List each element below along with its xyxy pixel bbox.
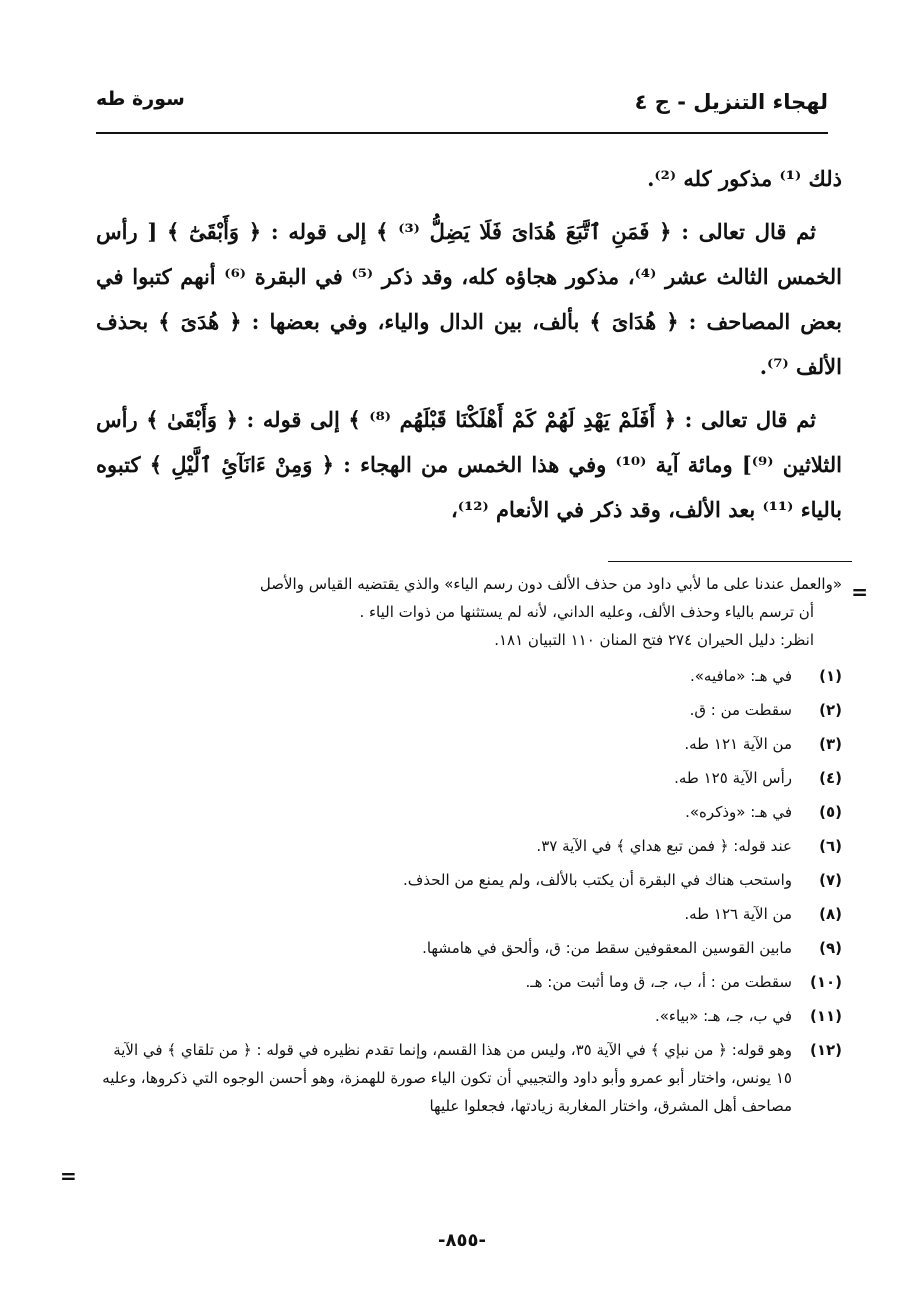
footnote-text: سقطت من : أ، ب، جـ، ق وما أثبت من: هـ. <box>525 973 792 991</box>
surah-name: سورة طه <box>96 88 185 110</box>
footnote-number: (١) <box>819 667 842 685</box>
footnote-text: مابين القوسين المعقوفين سقط من: ق، وألحق في هامشها. <box>422 939 792 957</box>
footnote-continuation-line: انظر: دليل الحيران ٢٧٤ فتح المنان ١١٠ التبيان ١٨١. <box>494 631 814 649</box>
footnote-number: (١١) <box>809 1007 842 1025</box>
footnote-text: في هـ: «وذكره». <box>685 803 792 821</box>
footnote-number: (٦) <box>819 837 842 855</box>
footnote-item <box>96 764 842 792</box>
footnote-separator <box>608 561 852 562</box>
footnote-text: وهو قوله: ﴿ من نبإي ﴾ في الآية ٣٥، وليس من هذا القسم، وإنما تقدم نظيره في قوله : ﴿ من تلقاي ﴾ في الآية ١٥ يونس، واختار أبو عمرو وأبو داود والتجيبي أن تكون الياء صورة للهمزة، وهو أحسن الوجوه التي ذكروها، وعليه مصاحف أهل المشرق، واختار المغاربة زيادتها، فجعلوا عليها <box>102 1041 792 1115</box>
footnote-number: (٧) <box>819 871 842 889</box>
footnote-continuation <box>96 570 842 654</box>
footnote-item <box>96 934 842 962</box>
footnote-item <box>96 1002 842 1030</box>
paragraph-2: ثم قال تعالى : ﴿ فَمَنِ ٱتَّبَعَ هُدَاىَ فَلَا يَضِلُّ ⁽³⁾ ﴾ إلى قوله : ﴿ وَأَبْقَىٰٓ ﴾ [ رأس الخمس الثالث عشر ⁽⁴⁾، مذكور هجاؤه كله، وقد ذكر ⁽⁵⁾ في البقرة ⁽⁶⁾ أنهم كتبوا في بعض المصاحف : ﴿ هُدَاىَ ﴾ بألف، بين الدال والياء، وفي بعضها : ﴿ هُدَىَ ﴾ بحذف الألف ⁽⁷⁾. <box>96 219 843 379</box>
footnote-text: في ب، جـ، هـ: «بياء». <box>654 1007 792 1025</box>
footnote-text: من الآية ١٢١ طه. <box>684 735 792 753</box>
paragraph-1: ذلك ⁽¹⁾ مذكور كله ⁽²⁾. <box>647 166 842 191</box>
footnote-text: رأس الآية ١٢٥ طه. <box>674 769 792 787</box>
page-number: -٨٥٥- <box>438 1230 486 1251</box>
main-text <box>96 156 842 540</box>
footnote-item <box>96 832 842 860</box>
footnote-item <box>96 730 842 758</box>
book-title: لهجاء التنزيل - ج ٤ <box>634 90 828 114</box>
footnote-number: (١٢) <box>809 1041 842 1059</box>
footnote-text: من الآية ١٢٦ طه. <box>684 905 792 923</box>
footnote-number: (٨) <box>819 905 842 923</box>
footnote-number: (٤) <box>819 769 842 787</box>
footnote-item <box>96 866 842 894</box>
footnote-continuation-line: أن ترسم بالياء وحذف الألف، وعليه الداني، لأنه لم يستثنها من ذوات الياء . <box>359 603 814 621</box>
footnote-text: عند قوله: ﴿ فمن تبع هداي ﴾ في الآية ٣٧. <box>536 837 792 855</box>
footnote-item <box>96 1036 842 1120</box>
continuation-mark-bottom: = <box>60 1164 77 1188</box>
footnote-item <box>96 696 842 724</box>
footnote-item <box>96 662 842 690</box>
footnote-continuation-line: «والعمل عندنا على ما لأبي داود من حذف الألف دون رسم الياء» والذي يقتضيه القياس والأصل <box>259 575 842 593</box>
footnote-text: في هـ: «مافيه». <box>689 667 792 685</box>
footnote-list <box>96 662 842 1120</box>
footnote-number: (٩) <box>819 939 842 957</box>
footnote-number: (٥) <box>819 803 842 821</box>
page-header <box>96 84 828 134</box>
continuation-mark-top: = <box>851 580 868 604</box>
footnote-number: (٢) <box>819 701 842 719</box>
footnotes <box>96 570 842 1126</box>
footnote-text: سقطت من : ق. <box>689 701 792 719</box>
footnote-item <box>96 900 842 928</box>
footnote-item <box>96 968 842 996</box>
paragraph-3: ثم قال تعالى : ﴿ أَفَلَمْ يَهْدِ لَهُمْ كَمْ أَهْلَكْنَا قَبْلَهُم ⁽⁸⁾ ﴾ إلى قوله : ﴿ وَأَبْقَىٰ ﴾ رأس الثلاثين ⁽⁹⁾] ومائة آية ⁽¹⁰⁾ وفي هذا الخمس من الهجاء : ﴿ وَمِنْ ءَانَآئِ ٱلَّيْلِ ﴾ كتبوه بالياء ⁽¹¹⁾ بعد الألف، وقد ذكر في الأنعام ⁽¹²⁾، <box>96 407 842 522</box>
footnote-number: (٣) <box>819 735 842 753</box>
footnote-item <box>96 798 842 826</box>
footnote-text: واستحب هناك في البقرة أن يكتب بالألف، ولم يمنع من الحذف. <box>403 871 792 889</box>
footnote-number: (١٠) <box>809 973 842 991</box>
